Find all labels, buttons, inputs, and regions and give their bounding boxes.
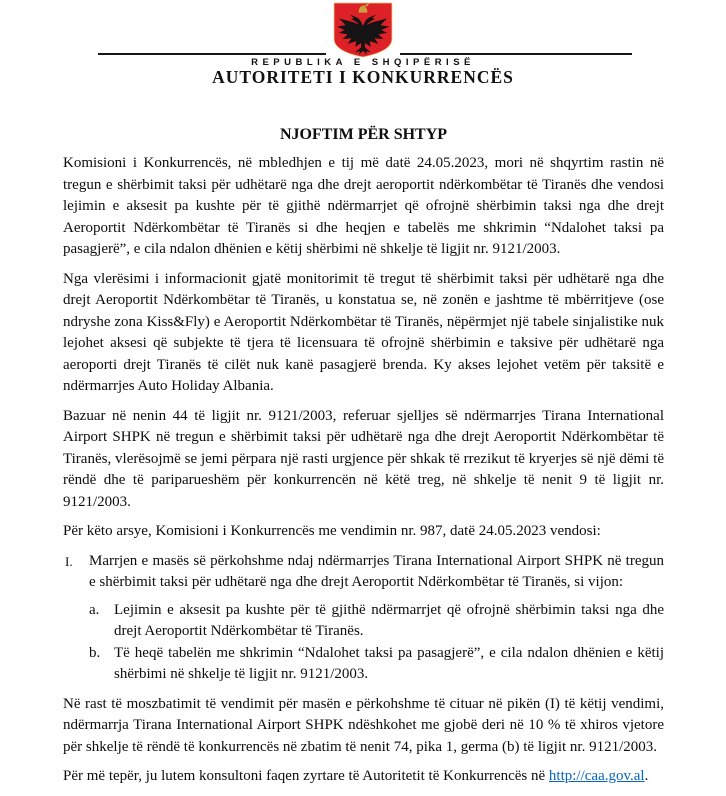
paragraph-monitoring-findings: Nga vlerësimi i informacionit gjatë monitorimit të tregut të shërbimit taksi për udhëtarë nga dhe drejt Aeroportit Ndërkombëtar të Tiranës, u konstatua se, në zonën e jashtme të mbërritjeve (ose ndryshe zona Kiss&Fly) e Aeroportit Ndërkombëtar të Tiranës, nëpërmjet një tabele sinjalistike nuk lejohet aksesi që subjekte të tjera të licensuara të ofrojnë shërbimin e taksive për udhëtarë nga aeroporti drejt Tiranës të cilët nuk kanë pasagjerë brenda. Ky akses lejohet vetëm për taksitë e ndërmarrjes Auto Holiday Albania.	[63, 270, 664, 394]
albanian-coat-of-arms-icon	[326, 2, 400, 58]
letterhead	[0, 0, 726, 112]
paragraph-legal-basis: Bazuar në nenin 44 të ligjit nr. 9121/2003, referuar sjelljes së ndërmarrjes Tirana International Airport SHPK në tregun e shërbimit taksi për udhëtarë nga dhe drejt Aeroportit Ndërkombëtar të Tiranës, vlerësojmë se jemi përpara një rasti urgjence për shkak të rrezikut të kryerjes së një dëmi të rëndë dhe të pariparueshëm për konkurrencën në këtë treg, në shkelje të nenit 9 të ligjit nr. 9121/2003.	[63, 407, 664, 510]
caa-website-link[interactable]: http://caa.gov.al	[548, 768, 645, 784]
list-item-text: Të heqë tabelën me shkrimin “Ndalohet taksi pa pasagjerë”, e cila ndalon dhënien e këtij shërbimi në shkelje të ligjit nr. 9121/2003.	[114, 644, 664, 682]
list-marker: b.	[89, 644, 101, 661]
list-item-b	[89, 643, 664, 686]
document-title: NJOFTIM PËR SHTYP	[279, 126, 448, 143]
authority-name: AUTORITETI I KONKURRENCËS	[212, 67, 514, 87]
list-item-text: Lejimin e aksesit pa kushte për të gjithë ndërmarrjet që ofrojnë shërbimin taksi nga dhe drejt Aeroportit Ndërkombëtar të Tiranës.	[114, 601, 664, 639]
list-marker: a.	[89, 601, 100, 618]
list-item-text: Marrjen e masës së përkohshme ndaj ndërmarrjes Tirana International Airport SHPK në tregun e shërbimit taksi për udhëtarë nga dhe drejt Aeroportit Ndërkombëtar të Tiranës, si vijon:	[89, 552, 664, 590]
paragraph-penalty: Në rast të moszbatimit të vendimit për masën e përkohshme të cituar në pikën (I) të këtij vendimi, ndërmarrja Tirana International Airport SHPK ndëshkohet me gjobë deri në 10 % të xhiros vjetore për shkelje të rëndë të konkurrencës në zbatim të nenit 74, pika 1, germa (b) të ligjit nr. 9121/2003.	[63, 695, 664, 755]
paragraph-more-info	[63, 766, 664, 788]
paragraph-decision-intro: Për këto arsye, Komisioni i Konkurrencës me vendimin nr. 987, datë 24.05.2023 vendosi:	[63, 523, 601, 539]
list-item-a	[89, 600, 664, 643]
republic-name: REPUBLIKA E SHQIPËRISË	[251, 57, 475, 68]
list-item-I	[63, 551, 664, 594]
paragraph-decision-summary: Komisioni i Konkurrencës, në mbledhjen e tij më datë 24.05.2023, mori në shqyrtim rastin në tregun e shërbimit taksi për udhëtarë nga dhe drejt aeroportit ndërkombëtar të Tiranës dhe vendosi lejimin e aksesit pa kushte për të gjithë ndërmarrjet që ofrojnë shërbimin taksi nga dhe drejt Aeroportit Ndërkombëtar të Tiranës si dhe heqjen e tabelës me shkrimin “Ndalohet taksi pa pasagjerë”, e cila ndalon dhënien e këtij shërbimi në shkelje të ligjit nr. 9121/2003.	[63, 155, 664, 257]
more-info-text: Për më tepër, ju lutem konsultoni faqen zyrtare të Autoritetit të Konkurrencës në	[63, 768, 549, 784]
decision-list	[63, 551, 664, 686]
list-marker: I.	[65, 553, 73, 569]
decision-sublist	[89, 600, 664, 686]
sentence-period: .	[644, 768, 649, 784]
document-content	[63, 126, 664, 796]
